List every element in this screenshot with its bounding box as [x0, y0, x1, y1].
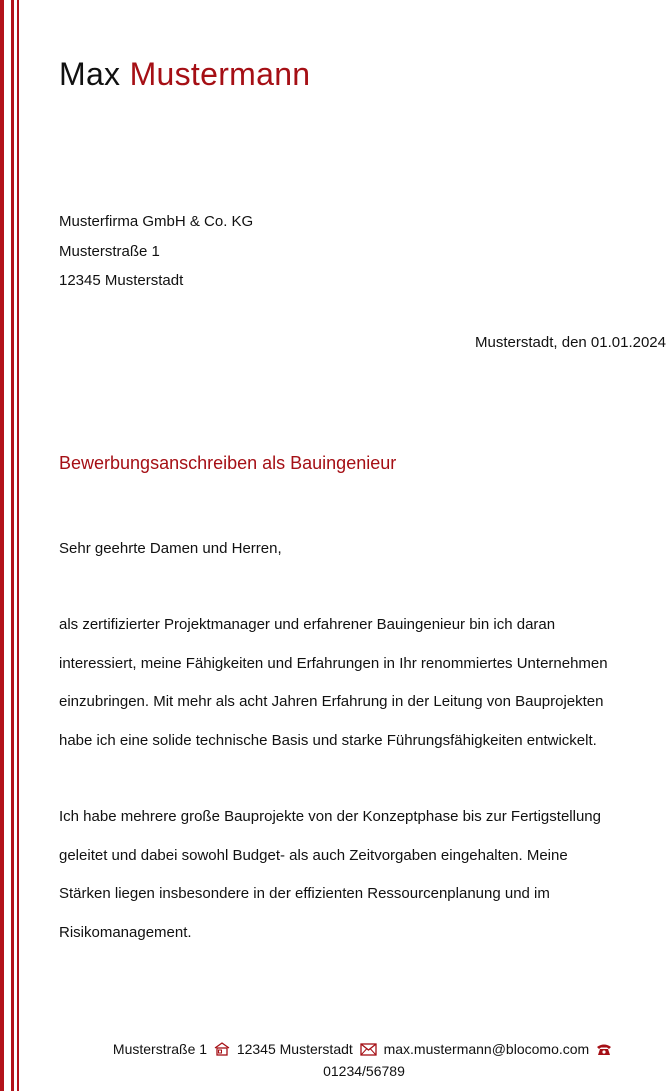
recipient-city: 12345 Musterstadt [59, 272, 184, 289]
recipient-address [59, 207, 253, 296]
footer-street: Musterstraße 1 [112, 1041, 208, 1057]
phone-icon [596, 1043, 612, 1056]
paragraph-line: als zertifizierter Projektmanager und erfahrener Bauingenieur bin ich daran [59, 616, 556, 633]
recipient-company: Musterfirma GmbH & Co. KG [59, 213, 254, 230]
house-icon [214, 1042, 230, 1056]
paragraph-line: Ich habe mehrere große Bauprojekte von der Konzeptphase bis zur Fertigstellung [59, 808, 601, 825]
last-name: Mustermann [129, 56, 311, 92]
paragraph-2 [59, 798, 659, 952]
salutation: Sehr geehrte Damen und Herren, [59, 540, 282, 557]
paragraph-line: einzubringen. Mit mehr als acht Jahren Erfahrung in der Leitung von Bauprojekten [59, 693, 604, 710]
envelope-icon [360, 1043, 377, 1056]
accent-stripe-middle [11, 0, 14, 1091]
first-name: Max [59, 56, 121, 92]
footer-line-1 [59, 1038, 669, 1060]
paragraph-1 [59, 606, 659, 760]
recipient-street: Musterstraße 1 [59, 242, 160, 260]
paragraph-line: interessiert, meine Fähigkeiten und Erfahrungen in Ihr renommiertes Unternehmen [59, 654, 608, 672]
applicant-name [59, 56, 310, 93]
paragraph-line: Risikomanagement. [59, 923, 192, 941]
footer-contact [59, 1038, 669, 1082]
paragraph-line: Stärken liegen insbesondere in der effizienten Ressourcenplanung und im [59, 885, 550, 902]
accent-stripe-outer [0, 0, 4, 1091]
paragraph-line: geleitet und dabei sowohl Budget- als auch Zeitvorgaben eingehalten. Meine [59, 846, 568, 864]
footer-city: 12345 Musterstadt [236, 1041, 353, 1057]
footer-email[interactable]: max.mustermann@blocomo.com [383, 1041, 590, 1057]
accent-stripe-inner [17, 0, 19, 1091]
date-line: Musterstadt, den 01.01.2024 [475, 334, 666, 351]
letter-subject: Bewerbungsanschreiben als Bauingenieur [59, 453, 397, 473]
paragraph-line: habe ich eine solide technische Basis und starke Führungsfähigkeiten entwickelt. [59, 731, 597, 749]
footer-phone: 01234/56789 [323, 1063, 405, 1079]
